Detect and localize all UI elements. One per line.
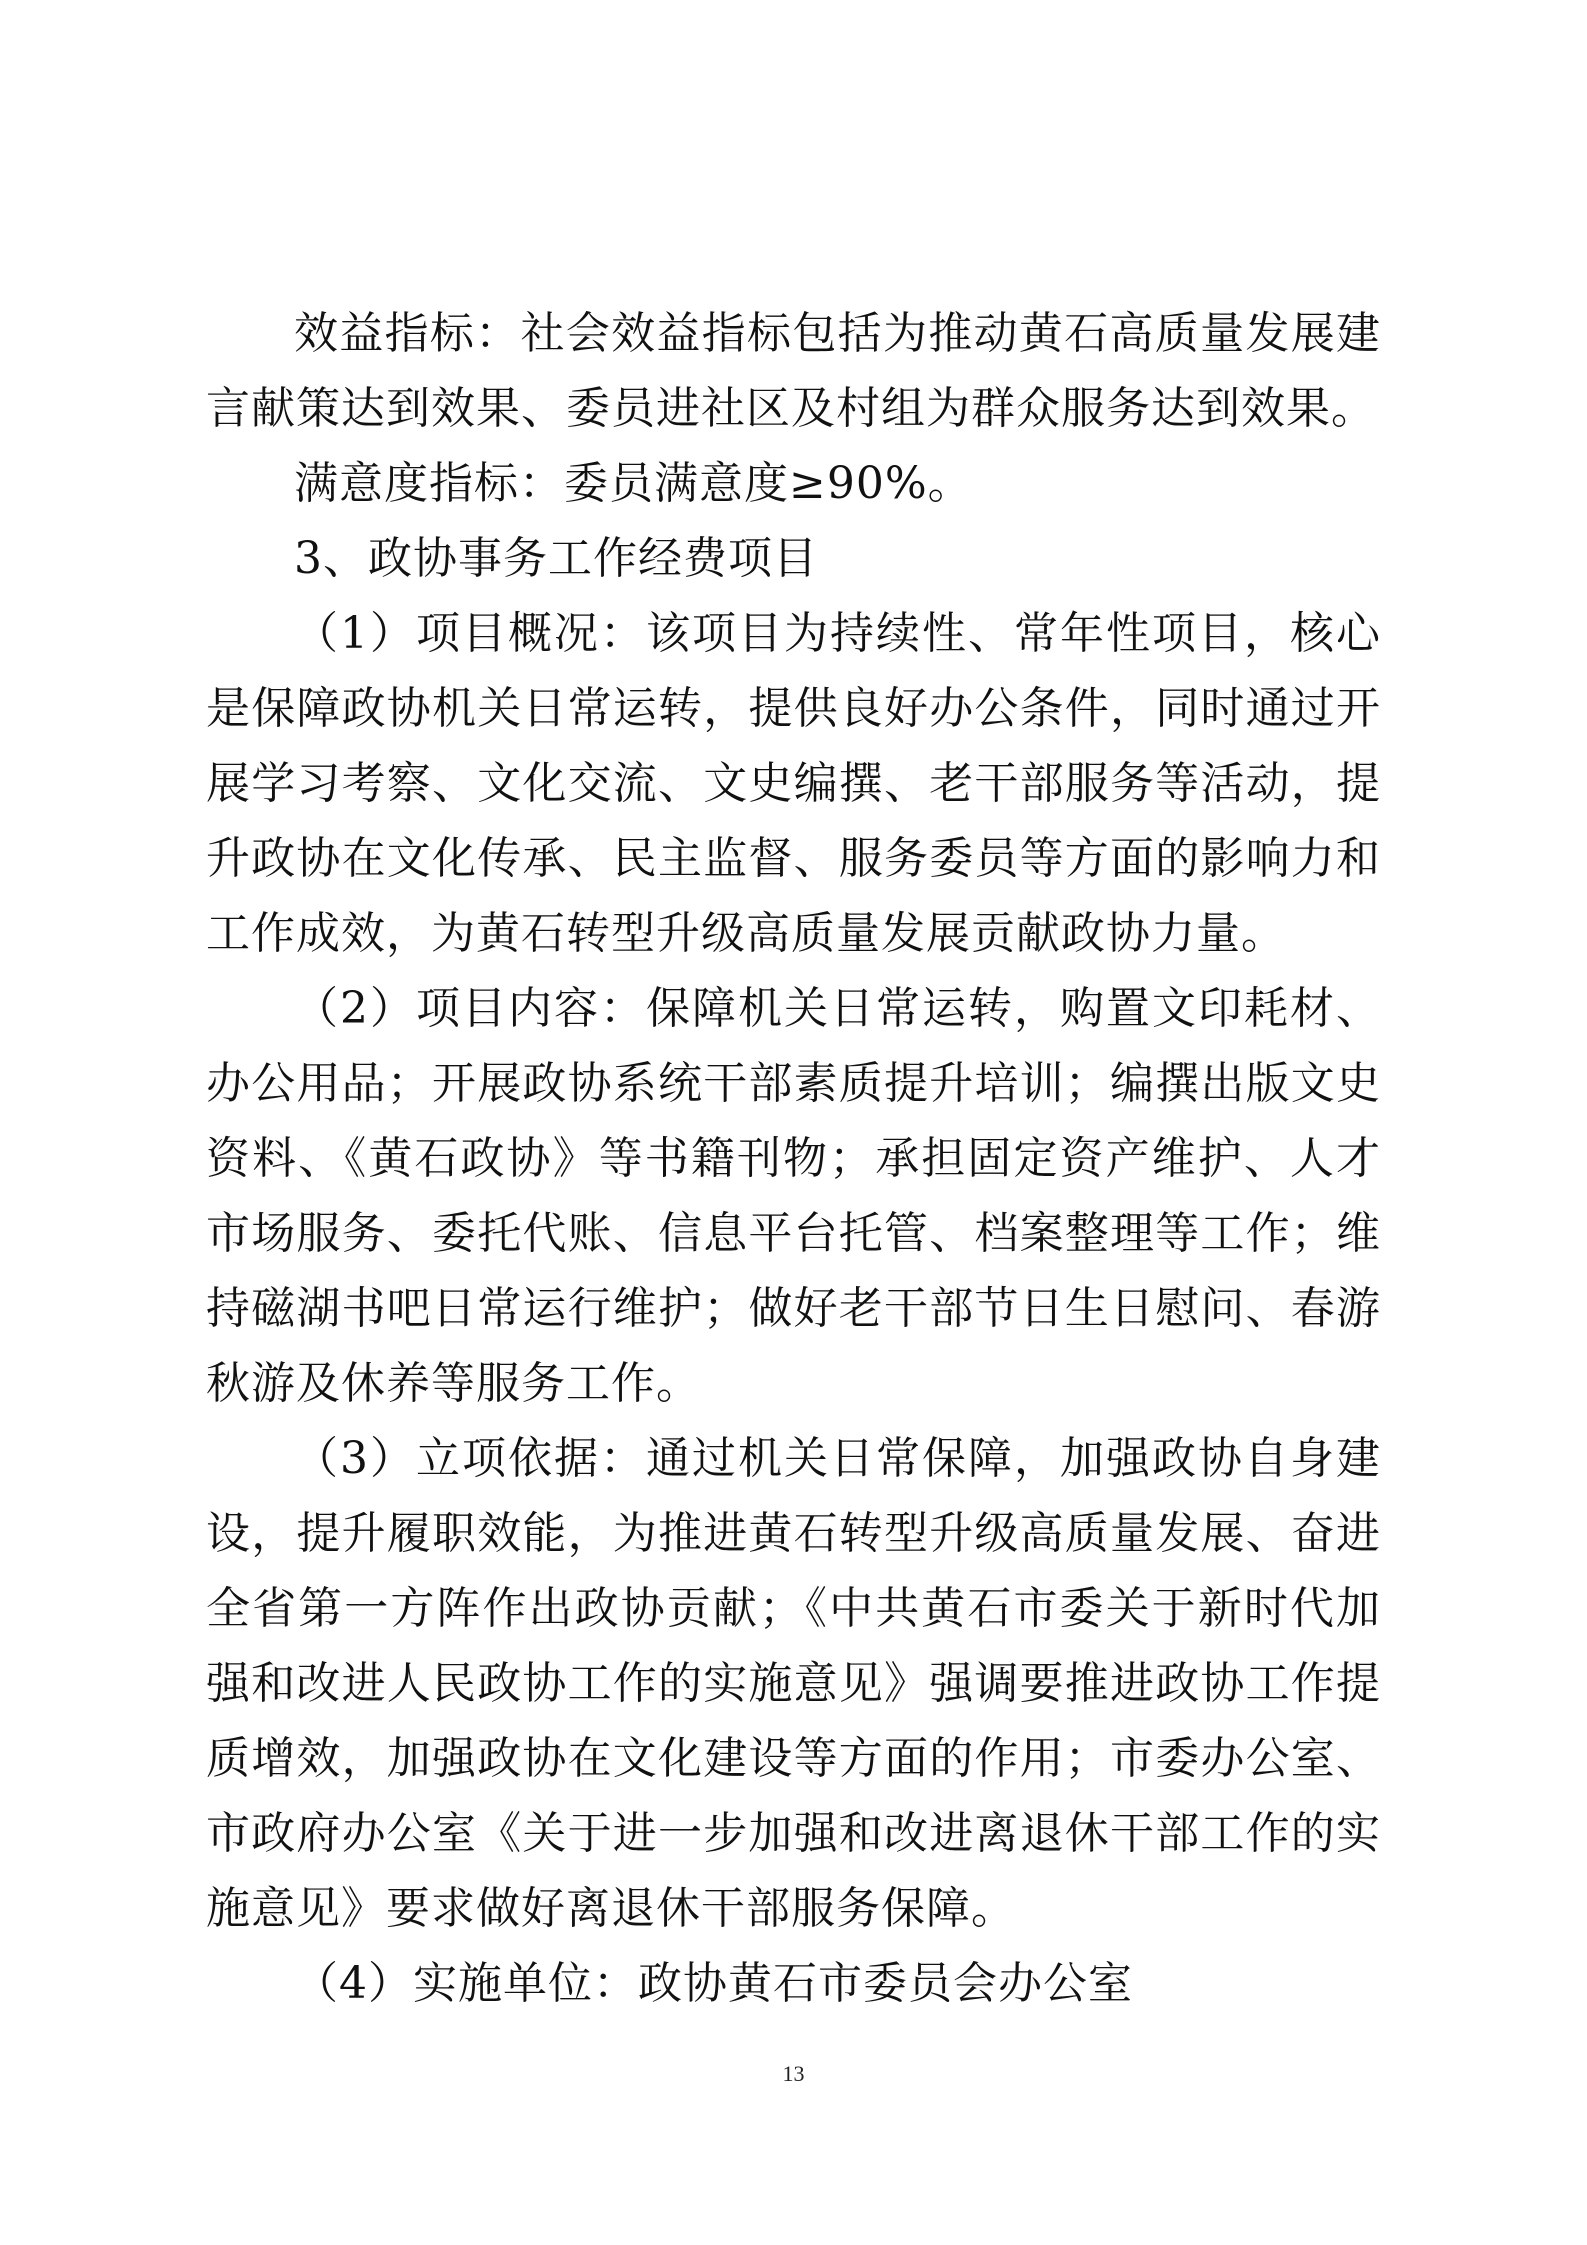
paragraph-project-basis: （3）立项依据：通过机关日常保障，加强政协自身建设，提升履职效能，为推进黄石转型升级高质量发展、奋进全省第一方阵作出政协贡献；《中共黄石市委关于新时代加强和改进人民政协工作的实施意见》强调要推进政协工作提质增效，加强政协在文化建设等方面的作用；市委办公室、市政府办公室《关于进一步加强和改进离退休干部工作的实施意见》要求做好离退休干部服务保障。 (206, 1433, 1381, 1934)
paragraph-satisfaction-indicators: 满意度指标：委员满意度≥90%。 (294, 458, 973, 509)
paragraph-benefit-indicators: 效益指标：社会效益指标包括为推动黄石高质量发展建言献策达到效果、委员进社区及村组为群众服务达到效果。 (206, 308, 1381, 434)
section-heading: 3、政协事务工作经费项目 (294, 533, 818, 584)
document-body (206, 296, 1381, 2021)
paragraph-project-overview: （1）项目概况：该项目为持续性、常年性项目，核心是保障政协机关日常运转，提供良好办公条件，同时通过开展学习考察、文化交流、文史编撰、老干部服务等活动，提升政协在文化传承、民主监督、服务委员等方面的影响力和工作成效，为黄石转型升级高质量发展贡献政协力量。 (206, 608, 1381, 959)
page-number: 13 (782, 2061, 805, 2086)
paragraph-implementing-unit: （4）实施单位：政协黄石市委员会办公室 (294, 1958, 1133, 2009)
paragraph-project-content: （2）项目内容：保障机关日常运转，购置文印耗材、办公用品；开展政协系统干部素质提升培训；编撰出版文史资料、《黄石政协》等书籍刊物；承担固定资产维护、人才市场服务、委托代账、信息平台托管、档案整理等工作；维持磁湖书吧日常运行维护；做好老干部节日生日慰问、春游秋游及休养等服务工作。 (206, 983, 1381, 1409)
